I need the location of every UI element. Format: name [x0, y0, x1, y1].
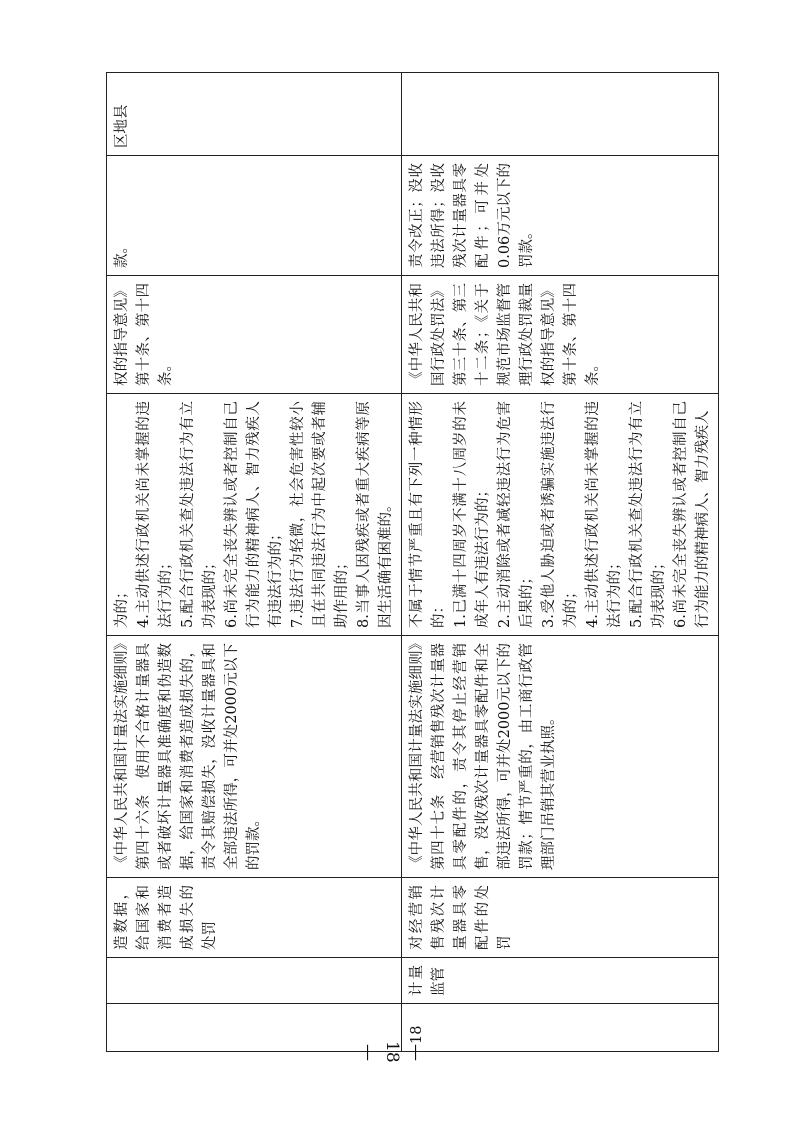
cell-item: 对经营销售残次计量器具零配件的处罚 — [402, 878, 719, 958]
cell-no: 18 — [402, 1004, 719, 1052]
cell-area: 区地县 — [107, 73, 402, 156]
cell-penalty: 款。 — [107, 156, 402, 276]
penalty-discretion-table — [106, 72, 719, 1052]
cell-basis: 《中华人民共和国计量法实施细则》第四十七条 经营销售残次计量器具零配件的，责令其停止经营销售，没收残次计量器具零配件和全部违法所得，可并处2000元以下的罚款；情节严重的，由工商行政管理部门吊销其营业执照。 — [402, 636, 719, 878]
table-row — [107, 73, 402, 1052]
table-row — [402, 73, 719, 1052]
cell-legal-ref: 《中华人民共和国行政处罚法》第三十条、第三十二条；《关于规范市场监督管理行政处罚裁量权的指导意见》第十条、第十四条。 — [402, 276, 719, 394]
cell-legal-ref: 权的指导意见》第十条、第十四条。 — [107, 276, 402, 394]
cell-area — [402, 73, 719, 156]
page-number: — 18 — — [358, 1041, 426, 1063]
cell-category — [107, 958, 402, 1004]
cell-item: 造数据，给国家和消费者造成损失的处罚 — [107, 878, 402, 958]
cell-conditions: 不属于情节严重且有下列一种情形的： 1.已满十四周岁不满十八周岁的未成年人有违法行为的； 2.主动消除或者减轻违法行为危害后果的； 3.受他人胁迫或者诱骗实施违法行为的； 4.主动供述行政机关尚未掌握的违法行为的； 5.配合行政机关查处违法行为有立功表现的； 6.尚未完全丧失辨认或者控制自己行为能力的精神病人、智力残疾人 — [402, 394, 719, 636]
cell-category: 计量监管 — [402, 958, 719, 1004]
cell-conditions: 为的； 4.主动供述行政机关尚未掌握的违法行为的； 5.配合行政机关查处违法行为有立功表现的； 6.尚未完全丧失辨认或者控制自己行为能力的精神病人、智力残疾人有违法行为的； 7.违法行为轻微，社会危害性较小且在共同违法行为中起次要或者辅助作用的； 8.当事人因残疾或者重大疾病等原因生活确有困难的。 — [107, 394, 402, 636]
cell-basis: 《中华人民共和国计量法实施细则》第四十六条 使用不合格计量器具或者破坏计量器具准确度和伪造数据，给国家和消费者造成损失的，责令其赔偿损失，没收计量器具和全部违法所得，可并处2000元以下的罚款。 — [107, 636, 402, 878]
cell-penalty: 责令改正；没收违法所得；没收残次计量器具零配件；可并处0.06万元以下的罚款。 — [402, 156, 719, 276]
